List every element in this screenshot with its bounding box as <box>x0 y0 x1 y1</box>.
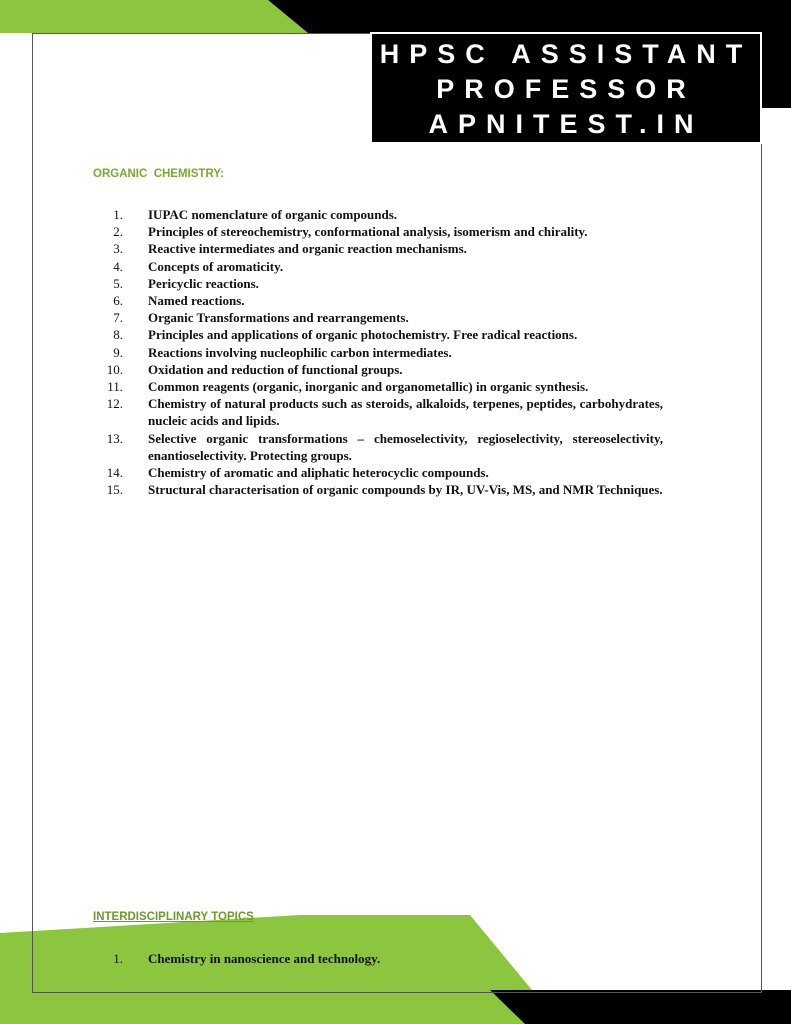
item-number: 8. <box>113 327 123 343</box>
list-item <box>93 430 663 464</box>
list-item <box>93 258 663 275</box>
item-text: IUPAC nomenclature of organic compounds. <box>148 207 398 222</box>
item-number: 9. <box>113 344 123 360</box>
section-title-organic-chemistry: ORGANIC CHEMISTRY: <box>93 168 224 180</box>
item-text: Chemistry of natural products such as steroids, alkaloids, terpenes, peptides, carbohydrates, nucleic acids and lipids. <box>148 396 663 429</box>
item-number: 2. <box>113 224 123 240</box>
item-number: 3. <box>113 241 123 257</box>
list-item <box>93 950 663 967</box>
item-text: Reactive intermediates and organic reaction mechanisms. <box>148 241 467 257</box>
item-number: 12. <box>106 396 123 412</box>
item-text: Principles of stereochemistry, conformational analysis, isomerism and chirality. <box>148 224 588 240</box>
interdisciplinary-topics-list <box>93 950 663 967</box>
list-item <box>93 464 663 481</box>
list-item <box>93 344 663 361</box>
list-item <box>93 326 663 343</box>
list-item <box>93 481 663 498</box>
item-number: 11. <box>107 379 123 395</box>
top-green-band <box>0 0 308 33</box>
header-banner <box>370 32 762 144</box>
item-text: Pericyclic reactions. <box>148 275 259 291</box>
list-item <box>93 240 663 257</box>
item-text: Named reactions. <box>148 293 245 309</box>
list-item <box>93 395 663 429</box>
item-text: Chemistry in nanoscience and technology. <box>148 951 381 966</box>
header-line-3: APNITEST.IN <box>428 109 704 139</box>
item-text: Selective organic transformations – chemoselectivity, regioselectivity, stereoselectivity, enantioselectivity. Protecting groups. <box>148 430 663 463</box>
header-line-1: HPSC ASSISTANT <box>379 39 753 69</box>
list-item <box>93 361 663 378</box>
item-text: Structural characterisation of organic compounds by IR, UV-Vis, MS, and NMR Techniques. <box>148 482 663 498</box>
item-text: Chemistry of aromatic and aliphatic heterocyclic compounds. <box>148 465 489 481</box>
item-text: Principles and applications of organic photochemistry. Free radical reactions. <box>148 327 578 343</box>
item-number: 7. <box>113 310 123 326</box>
header-line-2: PROFESSOR <box>436 74 696 104</box>
item-text: Organic Transformations and rearrangements. <box>148 310 409 326</box>
item-text: Concepts of aromaticity. <box>148 258 284 274</box>
organic-chemistry-list <box>93 206 663 498</box>
item-number: 10. <box>106 361 123 377</box>
item-number: 1. <box>113 207 123 222</box>
item-number: 13. <box>106 430 123 446</box>
item-number: 1. <box>113 951 123 966</box>
item-text: Reactions involving nucleophilic carbon intermediates. <box>148 344 452 360</box>
list-item <box>93 292 663 309</box>
item-text: Oxidation and reduction of functional groups. <box>148 361 403 377</box>
item-number: 14. <box>106 465 123 481</box>
list-item <box>93 223 663 240</box>
item-number: 6. <box>113 293 123 309</box>
list-item <box>93 206 663 223</box>
section-title-interdisciplinary-topics: INTERDISCIPLINARY TOPICS <box>93 911 254 923</box>
item-number: 15. <box>106 482 123 498</box>
item-text: Common reagents (organic, inorganic and organometallic) in organic synthesis. <box>148 379 589 395</box>
list-item <box>93 378 663 395</box>
list-item <box>93 275 663 292</box>
bottom-black-band <box>490 990 791 1024</box>
item-number: 5. <box>113 275 123 291</box>
list-item <box>93 309 663 326</box>
item-number: 4. <box>113 258 123 274</box>
